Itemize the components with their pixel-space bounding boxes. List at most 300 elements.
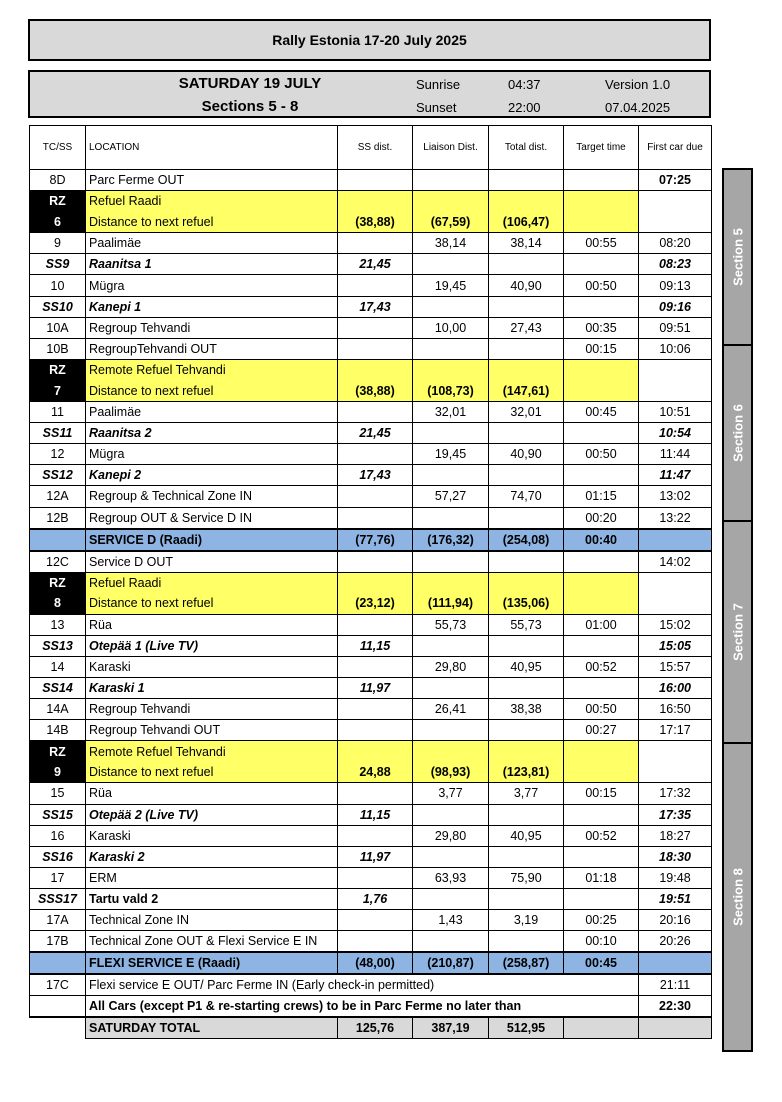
table-cell xyxy=(489,741,564,762)
ss-distance xyxy=(338,233,413,254)
liaison-distance xyxy=(413,931,489,953)
refuel-zone-label: RZ xyxy=(30,741,86,762)
stage-distance: 17,43 xyxy=(338,465,413,486)
target-time xyxy=(564,551,639,573)
service-total-dist: (258,87) xyxy=(489,952,564,974)
liaison-distance: 63,93 xyxy=(413,867,489,888)
table-cell xyxy=(639,762,712,783)
liaison-distance: 29,80 xyxy=(413,825,489,846)
service-ss-dist: (77,76) xyxy=(338,529,413,551)
stage-row xyxy=(30,635,712,656)
refuel-liaison-dist: (108,73) xyxy=(413,380,489,401)
table-cell xyxy=(413,888,489,909)
ss-distance xyxy=(338,783,413,804)
refuel-distance-label: Distance to next refuel xyxy=(86,380,338,401)
location-name: Rüa xyxy=(86,614,338,635)
first-car-time: 16:50 xyxy=(639,699,712,720)
target-time: 00:35 xyxy=(564,317,639,338)
table-cell xyxy=(489,191,564,212)
stage-code: SSS17 xyxy=(30,888,86,909)
table-cell xyxy=(489,846,564,867)
tc-code: 14A xyxy=(30,699,86,720)
stage-code: SS11 xyxy=(30,423,86,444)
target-time: 00:50 xyxy=(564,275,639,296)
day-label: SATURDAY 19 JULY xyxy=(178,75,322,92)
liaison-distance xyxy=(413,720,489,741)
location-name: Karaski xyxy=(86,656,338,677)
section-8-band xyxy=(722,742,753,1052)
total-distance: 40,95 xyxy=(489,825,564,846)
section-7-label: Section 7 xyxy=(730,603,745,661)
location-name: Technical Zone OUT & Flexi Service E IN xyxy=(86,931,338,953)
liaison-distance: 32,01 xyxy=(413,402,489,423)
table-cell xyxy=(489,572,564,593)
total-dist: 512,95 xyxy=(489,1017,564,1039)
first-car-time: 20:26 xyxy=(639,931,712,953)
col-header-liaison: Liaison Dist. xyxy=(413,126,489,170)
first-car-time: 10:51 xyxy=(639,402,712,423)
refuel-total-dist: (135,06) xyxy=(489,593,564,614)
first-car-time: 14:02 xyxy=(639,551,712,573)
table-cell xyxy=(564,888,639,909)
table-cell xyxy=(639,191,712,212)
stage-name: Otepää 2 (Live TV) xyxy=(86,804,338,825)
tc-code: 12 xyxy=(30,444,86,465)
stage-row xyxy=(30,423,712,444)
ss-distance xyxy=(338,170,413,191)
target-time: 00:45 xyxy=(564,402,639,423)
table-cell xyxy=(413,804,489,825)
tc-code: 15 xyxy=(30,783,86,804)
deadline-row xyxy=(30,996,712,1018)
location-name: Regroup OUT & Service D IN xyxy=(86,507,338,529)
refuel-location: Remote Refuel Tehvandi xyxy=(86,359,338,380)
table-cell xyxy=(564,804,639,825)
first-car-time: 07:25 xyxy=(639,170,712,191)
location-name: ERM xyxy=(86,867,338,888)
table-cell xyxy=(489,888,564,909)
location-name: Paalimäe xyxy=(86,402,338,423)
first-car-time: 15:02 xyxy=(639,614,712,635)
total-ss-dist: 125,76 xyxy=(338,1017,413,1039)
table-cell xyxy=(639,572,712,593)
table-cell xyxy=(564,846,639,867)
document-title: Rally Estonia 17-20 July 2025 xyxy=(28,19,711,61)
table-cell xyxy=(639,1017,712,1039)
target-time: 00:15 xyxy=(564,338,639,359)
total-distance: 32,01 xyxy=(489,402,564,423)
refuel-total-dist: (106,47) xyxy=(489,212,564,233)
liaison-distance: 26,41 xyxy=(413,699,489,720)
section-5-band xyxy=(722,168,753,346)
table-cell xyxy=(489,804,564,825)
ss-distance xyxy=(338,338,413,359)
table-cell xyxy=(564,593,639,614)
section-6-band xyxy=(722,344,753,522)
refuel-distance-row xyxy=(30,593,712,614)
total-distance: 3,77 xyxy=(489,783,564,804)
col-header-first-car: First car due xyxy=(639,126,712,170)
ss-distance xyxy=(338,931,413,953)
total-distance xyxy=(489,720,564,741)
day-header xyxy=(28,70,711,118)
col-header-target: Target time xyxy=(564,126,639,170)
stage-start-time: 08:23 xyxy=(639,254,712,275)
table-row xyxy=(30,233,712,254)
refuel-distance-row xyxy=(30,762,712,783)
table-row xyxy=(30,783,712,804)
table-cell xyxy=(564,572,639,593)
table-cell xyxy=(413,191,489,212)
table-row xyxy=(30,402,712,423)
target-time: 00:55 xyxy=(564,233,639,254)
total-distance: 40,95 xyxy=(489,656,564,677)
table-row xyxy=(30,338,712,359)
stage-code: SS13 xyxy=(30,635,86,656)
refuel-row xyxy=(30,191,712,212)
target-time: 01:15 xyxy=(564,486,639,507)
table-row xyxy=(30,656,712,677)
stage-start-time: 10:54 xyxy=(639,423,712,444)
location-name: Parc Ferme OUT xyxy=(86,170,338,191)
stage-start-time: 09:16 xyxy=(639,296,712,317)
stage-code: SS9 xyxy=(30,254,86,275)
table-row xyxy=(30,931,712,953)
ss-distance xyxy=(338,825,413,846)
stage-code: SS12 xyxy=(30,465,86,486)
table-cell xyxy=(564,380,639,401)
refuel-row xyxy=(30,359,712,380)
table-row xyxy=(30,614,712,635)
first-car-time: 10:06 xyxy=(639,338,712,359)
section-6-label: Section 6 xyxy=(730,404,745,462)
table-cell xyxy=(489,423,564,444)
first-car-time: 13:22 xyxy=(639,507,712,529)
location-name: Regroup & Technical Zone IN xyxy=(86,486,338,507)
ss-distance xyxy=(338,656,413,677)
section-8-label: Section 8 xyxy=(730,868,745,926)
stage-name: Tartu vald 2 xyxy=(86,888,338,909)
refuel-row xyxy=(30,741,712,762)
refuel-row xyxy=(30,572,712,593)
stage-code: SS10 xyxy=(30,296,86,317)
location-name: Karaski xyxy=(86,825,338,846)
total-distance xyxy=(489,551,564,573)
stage-distance: 11,15 xyxy=(338,804,413,825)
target-time: 00:52 xyxy=(564,656,639,677)
liaison-distance: 1,43 xyxy=(413,910,489,931)
service-target-time: 00:45 xyxy=(564,952,639,974)
table-header-row xyxy=(30,126,712,170)
service-name: SERVICE D (Raadi) xyxy=(86,529,338,551)
col-header-total: Total dist. xyxy=(489,126,564,170)
col-header-location: LOCATION xyxy=(86,126,338,170)
table-cell xyxy=(564,762,639,783)
sections-label: Sections 5 - 8 xyxy=(201,98,299,115)
tc-code: 14B xyxy=(30,720,86,741)
location-name: RegroupTehvandi OUT xyxy=(86,338,338,359)
stage-name: Raanitsa 1 xyxy=(86,254,338,275)
first-car-time: 19:48 xyxy=(639,867,712,888)
ss-distance xyxy=(338,910,413,931)
stage-start-time: 16:00 xyxy=(639,677,712,698)
total-distance: 75,90 xyxy=(489,867,564,888)
tc-code: 8D xyxy=(30,170,86,191)
ss-distance xyxy=(338,507,413,529)
total-label: SATURDAY TOTAL xyxy=(86,1017,338,1039)
stage-start-time: 17:35 xyxy=(639,804,712,825)
section-5-label: Section 5 xyxy=(730,228,745,286)
first-car-time: 13:02 xyxy=(639,486,712,507)
deadline-note: All Cars (except P1 & re-starting crews) to be in Parc Ferme no later than xyxy=(86,996,639,1018)
refuel-ss-dist: (23,12) xyxy=(338,593,413,614)
stage-name: Karaski 2 xyxy=(86,846,338,867)
refuel-distance-label: Distance to next refuel xyxy=(86,762,338,783)
table-row xyxy=(30,974,712,996)
table-row xyxy=(30,720,712,741)
table-cell xyxy=(489,254,564,275)
table-cell xyxy=(30,996,86,1018)
table-cell xyxy=(413,846,489,867)
table-cell xyxy=(413,359,489,380)
table-cell xyxy=(564,1017,639,1039)
table-cell xyxy=(30,952,86,974)
target-time: 00:20 xyxy=(564,507,639,529)
liaison-distance: 19,45 xyxy=(413,275,489,296)
refuel-distance-row xyxy=(30,380,712,401)
table-cell xyxy=(564,677,639,698)
liaison-distance xyxy=(413,338,489,359)
location-name: Mügra xyxy=(86,275,338,296)
liaison-distance xyxy=(413,551,489,573)
first-car-time: 20:16 xyxy=(639,910,712,931)
stage-row xyxy=(30,677,712,698)
service-liaison-dist: (210,87) xyxy=(413,952,489,974)
target-time: 00:50 xyxy=(564,699,639,720)
sunset-time: 22:00 xyxy=(508,100,541,115)
sunrise-time: 04:37 xyxy=(508,77,541,92)
refuel-liaison-dist: (98,93) xyxy=(413,762,489,783)
table-cell xyxy=(564,635,639,656)
refuel-total-dist: (147,61) xyxy=(489,380,564,401)
first-car-time: 11:44 xyxy=(639,444,712,465)
stage-row xyxy=(30,888,712,909)
stage-start-time: 11:47 xyxy=(639,465,712,486)
tc-code: 11 xyxy=(30,402,86,423)
total-distance: 27,43 xyxy=(489,317,564,338)
table-cell xyxy=(338,572,413,593)
tc-code: 12C xyxy=(30,551,86,573)
tc-code: 17C xyxy=(30,974,86,996)
refuel-ss-dist: 24,88 xyxy=(338,762,413,783)
refuel-zone-number: 9 xyxy=(30,762,86,783)
tc-code: 10B xyxy=(30,338,86,359)
total-distance: 74,70 xyxy=(489,486,564,507)
total-distance: 38,38 xyxy=(489,699,564,720)
first-car-time: 21:11 xyxy=(639,974,712,996)
stage-row xyxy=(30,846,712,867)
table-row xyxy=(30,507,712,529)
col-header-tc: TC/SS xyxy=(30,126,86,170)
refuel-zone-number: 6 xyxy=(30,212,86,233)
table-cell xyxy=(30,529,86,551)
ss-distance xyxy=(338,551,413,573)
table-cell xyxy=(564,423,639,444)
ss-distance xyxy=(338,402,413,423)
target-time: 00:27 xyxy=(564,720,639,741)
ss-distance xyxy=(338,720,413,741)
first-car-time: 08:20 xyxy=(639,233,712,254)
table-cell xyxy=(639,741,712,762)
ss-distance xyxy=(338,614,413,635)
service-liaison-dist: (176,32) xyxy=(413,529,489,551)
sunset-label: Sunset xyxy=(416,100,457,115)
tc-code: 14 xyxy=(30,656,86,677)
table-row xyxy=(30,867,712,888)
tc-code: 17 xyxy=(30,867,86,888)
stage-start-time: 19:51 xyxy=(639,888,712,909)
liaison-distance: 3,77 xyxy=(413,783,489,804)
table-cell xyxy=(413,572,489,593)
table-row xyxy=(30,910,712,931)
stage-distance: 1,76 xyxy=(338,888,413,909)
location-name: Technical Zone IN xyxy=(86,910,338,931)
table-row xyxy=(30,486,712,507)
stage-code: SS15 xyxy=(30,804,86,825)
refuel-zone-label: RZ xyxy=(30,572,86,593)
table-cell xyxy=(564,254,639,275)
refuel-distance-label: Distance to next refuel xyxy=(86,212,338,233)
liaison-distance: 55,73 xyxy=(413,614,489,635)
table-cell xyxy=(639,593,712,614)
liaison-distance: 57,27 xyxy=(413,486,489,507)
first-car-time: 17:32 xyxy=(639,783,712,804)
stage-code: SS16 xyxy=(30,846,86,867)
table-cell xyxy=(413,465,489,486)
location-name: Service D OUT xyxy=(86,551,338,573)
stage-row xyxy=(30,296,712,317)
sunrise-label: Sunrise xyxy=(416,77,461,92)
first-car-time: 18:27 xyxy=(639,825,712,846)
first-car-time: 15:57 xyxy=(639,656,712,677)
total-distance xyxy=(489,170,564,191)
target-time: 01:18 xyxy=(564,867,639,888)
refuel-zone-label: RZ xyxy=(30,359,86,380)
table-row xyxy=(30,551,712,573)
target-time: 00:52 xyxy=(564,825,639,846)
tc-code: 10A xyxy=(30,317,86,338)
total-distance: 38,14 xyxy=(489,233,564,254)
stage-distance: 11,15 xyxy=(338,635,413,656)
ss-distance xyxy=(338,486,413,507)
table-cell xyxy=(564,465,639,486)
table-cell xyxy=(413,635,489,656)
target-time: 00:50 xyxy=(564,444,639,465)
tc-code: 9 xyxy=(30,233,86,254)
stage-row xyxy=(30,254,712,275)
table-row xyxy=(30,825,712,846)
stage-code: SS14 xyxy=(30,677,86,698)
total-distance xyxy=(489,338,564,359)
itinerary-table xyxy=(29,125,712,1039)
table-cell xyxy=(489,296,564,317)
version-label: Version 1.0 xyxy=(605,77,671,92)
table-cell xyxy=(413,741,489,762)
table-cell xyxy=(413,254,489,275)
tc-code: 12A xyxy=(30,486,86,507)
liaison-distance: 29,80 xyxy=(413,656,489,677)
total-distance: 55,73 xyxy=(489,614,564,635)
table-cell xyxy=(564,296,639,317)
stage-name: Raanitsa 2 xyxy=(86,423,338,444)
table-cell xyxy=(413,677,489,698)
liaison-distance: 38,14 xyxy=(413,233,489,254)
refuel-location: Refuel Raadi xyxy=(86,191,338,212)
stage-start-time: 15:05 xyxy=(639,635,712,656)
location-name: Rüa xyxy=(86,783,338,804)
first-car-time: 17:17 xyxy=(639,720,712,741)
ss-distance xyxy=(338,699,413,720)
stage-name: Kanepi 2 xyxy=(86,465,338,486)
ss-distance xyxy=(338,444,413,465)
liaison-distance xyxy=(413,170,489,191)
table-row xyxy=(30,699,712,720)
total-distance: 3,19 xyxy=(489,910,564,931)
stage-distance: 21,45 xyxy=(338,254,413,275)
refuel-ss-dist: (38,88) xyxy=(338,380,413,401)
liaison-distance xyxy=(413,507,489,529)
deadline-time: 22:30 xyxy=(639,996,712,1018)
service-row xyxy=(30,952,712,974)
total-distance: 40,90 xyxy=(489,444,564,465)
stage-name: Karaski 1 xyxy=(86,677,338,698)
tc-code: 16 xyxy=(30,825,86,846)
table-cell xyxy=(338,191,413,212)
table-row xyxy=(30,275,712,296)
refuel-liaison-dist: (67,59) xyxy=(413,212,489,233)
table-cell xyxy=(489,635,564,656)
target-time: 00:10 xyxy=(564,931,639,953)
total-row xyxy=(30,1017,712,1039)
table-cell xyxy=(639,212,712,233)
stage-distance: 17,43 xyxy=(338,296,413,317)
refuel-zone-label: RZ xyxy=(30,191,86,212)
stage-distance: 11,97 xyxy=(338,846,413,867)
table-cell xyxy=(564,741,639,762)
tc-code: 13 xyxy=(30,614,86,635)
ss-distance xyxy=(338,867,413,888)
refuel-total-dist: (123,81) xyxy=(489,762,564,783)
location-name: Mügra xyxy=(86,444,338,465)
refuel-distance-label: Distance to next refuel xyxy=(86,593,338,614)
refuel-liaison-dist: (111,94) xyxy=(413,593,489,614)
stage-name: Kanepi 1 xyxy=(86,296,338,317)
stage-row xyxy=(30,465,712,486)
table-cell xyxy=(338,741,413,762)
stage-start-time: 18:30 xyxy=(639,846,712,867)
stage-distance: 21,45 xyxy=(338,423,413,444)
service-total-dist: (254,08) xyxy=(489,529,564,551)
refuel-zone-number: 7 xyxy=(30,380,86,401)
section-7-band xyxy=(722,520,753,744)
refuel-distance-row xyxy=(30,212,712,233)
table-cell xyxy=(413,423,489,444)
ss-distance xyxy=(338,275,413,296)
table-cell xyxy=(564,191,639,212)
tc-code: 17A xyxy=(30,910,86,931)
liaison-distance: 10,00 xyxy=(413,317,489,338)
stage-name: Otepää 1 (Live TV) xyxy=(86,635,338,656)
